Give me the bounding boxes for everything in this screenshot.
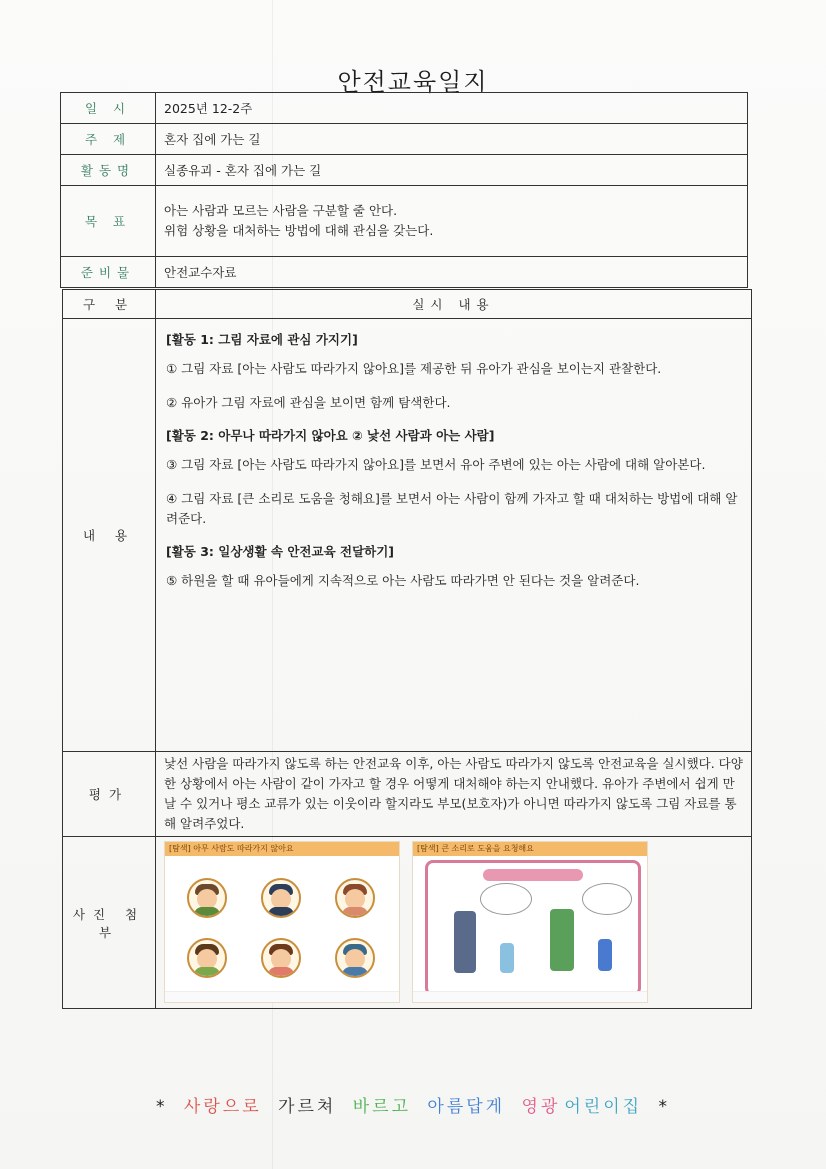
activity-item: ④ 그림 자료 [큰 소리로 도움을 청해요]를 보면서 아는 사람이 함께 가자고 할 때 대처하는 방법에 대해 알려준다. xyxy=(166,491,738,526)
content-header: 실시 내용 xyxy=(156,290,752,319)
content-body xyxy=(156,319,752,752)
content-label: 내 용 xyxy=(63,319,156,752)
goal-label: 목 표 xyxy=(61,186,156,257)
footer-slogan xyxy=(0,1092,826,1117)
adult-figure xyxy=(454,911,476,973)
person-illustration xyxy=(261,938,301,978)
photo-1 xyxy=(164,841,400,1003)
activity-item: ② 유아가 그림 자료에 관심을 보이면 함께 탐색한다. xyxy=(166,395,451,410)
person-illustration xyxy=(335,878,375,918)
eval-text: 낯선 사람을 따라가지 않도록 하는 안전교육 이후, 아는 사람도 따라가지 않도록 안전교육을 실시했다. 다양한 상황에서 아는 사람이 같이 가자고 할 경우 어떻게 대처해야 하는지 안내했다. 유아가 주변에서 쉽게 만날 수 있거나 평소 교류가 있는 이웃이라 할지라도 부모(보호자)가 아니면 따라가지 않도록 그림 자료를 통해 알려주었다. xyxy=(156,752,752,837)
date-value: 2025년 12-2주 xyxy=(156,93,748,124)
person-illustration xyxy=(187,878,227,918)
topic-value: 혼자 집에 가는 길 xyxy=(156,124,748,155)
info-table xyxy=(60,92,748,288)
slogan-part: 가르쳐 xyxy=(278,1097,337,1117)
document-title: 안전교육일지 xyxy=(337,68,489,96)
photo-2-scene xyxy=(425,860,641,996)
slogan-part: 어린이집 xyxy=(564,1097,643,1117)
activity-title: [활동 2: 아무나 따라가지 않아요 ② 낯선 사람과 아는 사람] xyxy=(166,428,495,443)
goal-value xyxy=(156,186,748,257)
prep-value: 안전교수자료 xyxy=(156,257,748,288)
person-illustration xyxy=(261,878,301,918)
goal-line: 위험 상황을 대처하는 방법에 대해 관심을 갖는다. xyxy=(164,223,434,238)
activity-title: [활동 3: 일상생활 속 안전교육 전달하기] xyxy=(166,544,395,559)
photo-2 xyxy=(412,841,648,1003)
photo-2-header: [탐색] 큰 소리로 도움을 요청해요 xyxy=(413,842,647,856)
slogan-part: 바르고 xyxy=(352,1097,411,1117)
footer-star: * xyxy=(156,1097,168,1117)
person-illustration xyxy=(335,938,375,978)
photo-row xyxy=(164,841,743,1003)
slogan-part: 아름답게 xyxy=(427,1097,506,1117)
activity-item: ⑤ 하원을 할 때 유아들에게 지속적으로 아는 사람도 따라가면 안 된다는 것을 알려준다. xyxy=(166,573,640,588)
slogan-part: 영광 xyxy=(521,1097,561,1117)
footer-star: * xyxy=(658,1097,670,1117)
scene-banner xyxy=(483,869,583,881)
photo-label: 사진 첨부 xyxy=(63,837,156,1009)
activity-item: ① 그림 자료 [아는 사람도 따라가지 않아요]를 제공한 뒤 유아가 관심을 보이는지 관찰한다. xyxy=(166,361,662,376)
photo-cell xyxy=(156,837,752,1009)
eval-label: 평가 xyxy=(63,752,156,837)
photo-2-footer xyxy=(413,991,647,1002)
main-table xyxy=(62,289,752,1009)
prep-label: 준비물 xyxy=(61,257,156,288)
category-header: 구 분 xyxy=(63,290,156,319)
activity-item: ③ 그림 자료 [아는 사람도 따라가지 않아요]를 보면서 유아 주변에 있는 아는 사람에 대해 알아본다. xyxy=(166,457,706,472)
photo-1-header: [탐색] 아무 사람도 따라가지 않아요 xyxy=(165,842,399,856)
speech-bubble xyxy=(480,883,532,915)
person-illustration xyxy=(187,938,227,978)
speech-bubble xyxy=(582,883,632,915)
child-figure xyxy=(500,943,514,973)
photo-1-footer xyxy=(165,991,399,1002)
activity-label: 활동명 xyxy=(61,155,156,186)
date-label: 일 시 xyxy=(61,93,156,124)
adult-figure xyxy=(550,909,574,971)
goal-line: 아는 사람과 모르는 사람을 구분할 줄 안다. xyxy=(164,203,398,218)
activity-value: 실종유괴 - 혼자 집에 가는 길 xyxy=(156,155,748,186)
topic-label: 주 제 xyxy=(61,124,156,155)
slogan-part: 사랑으로 xyxy=(183,1097,262,1117)
child-figure xyxy=(598,939,612,971)
activity-title: [활동 1: 그림 자료에 관심 가지기] xyxy=(166,332,358,347)
